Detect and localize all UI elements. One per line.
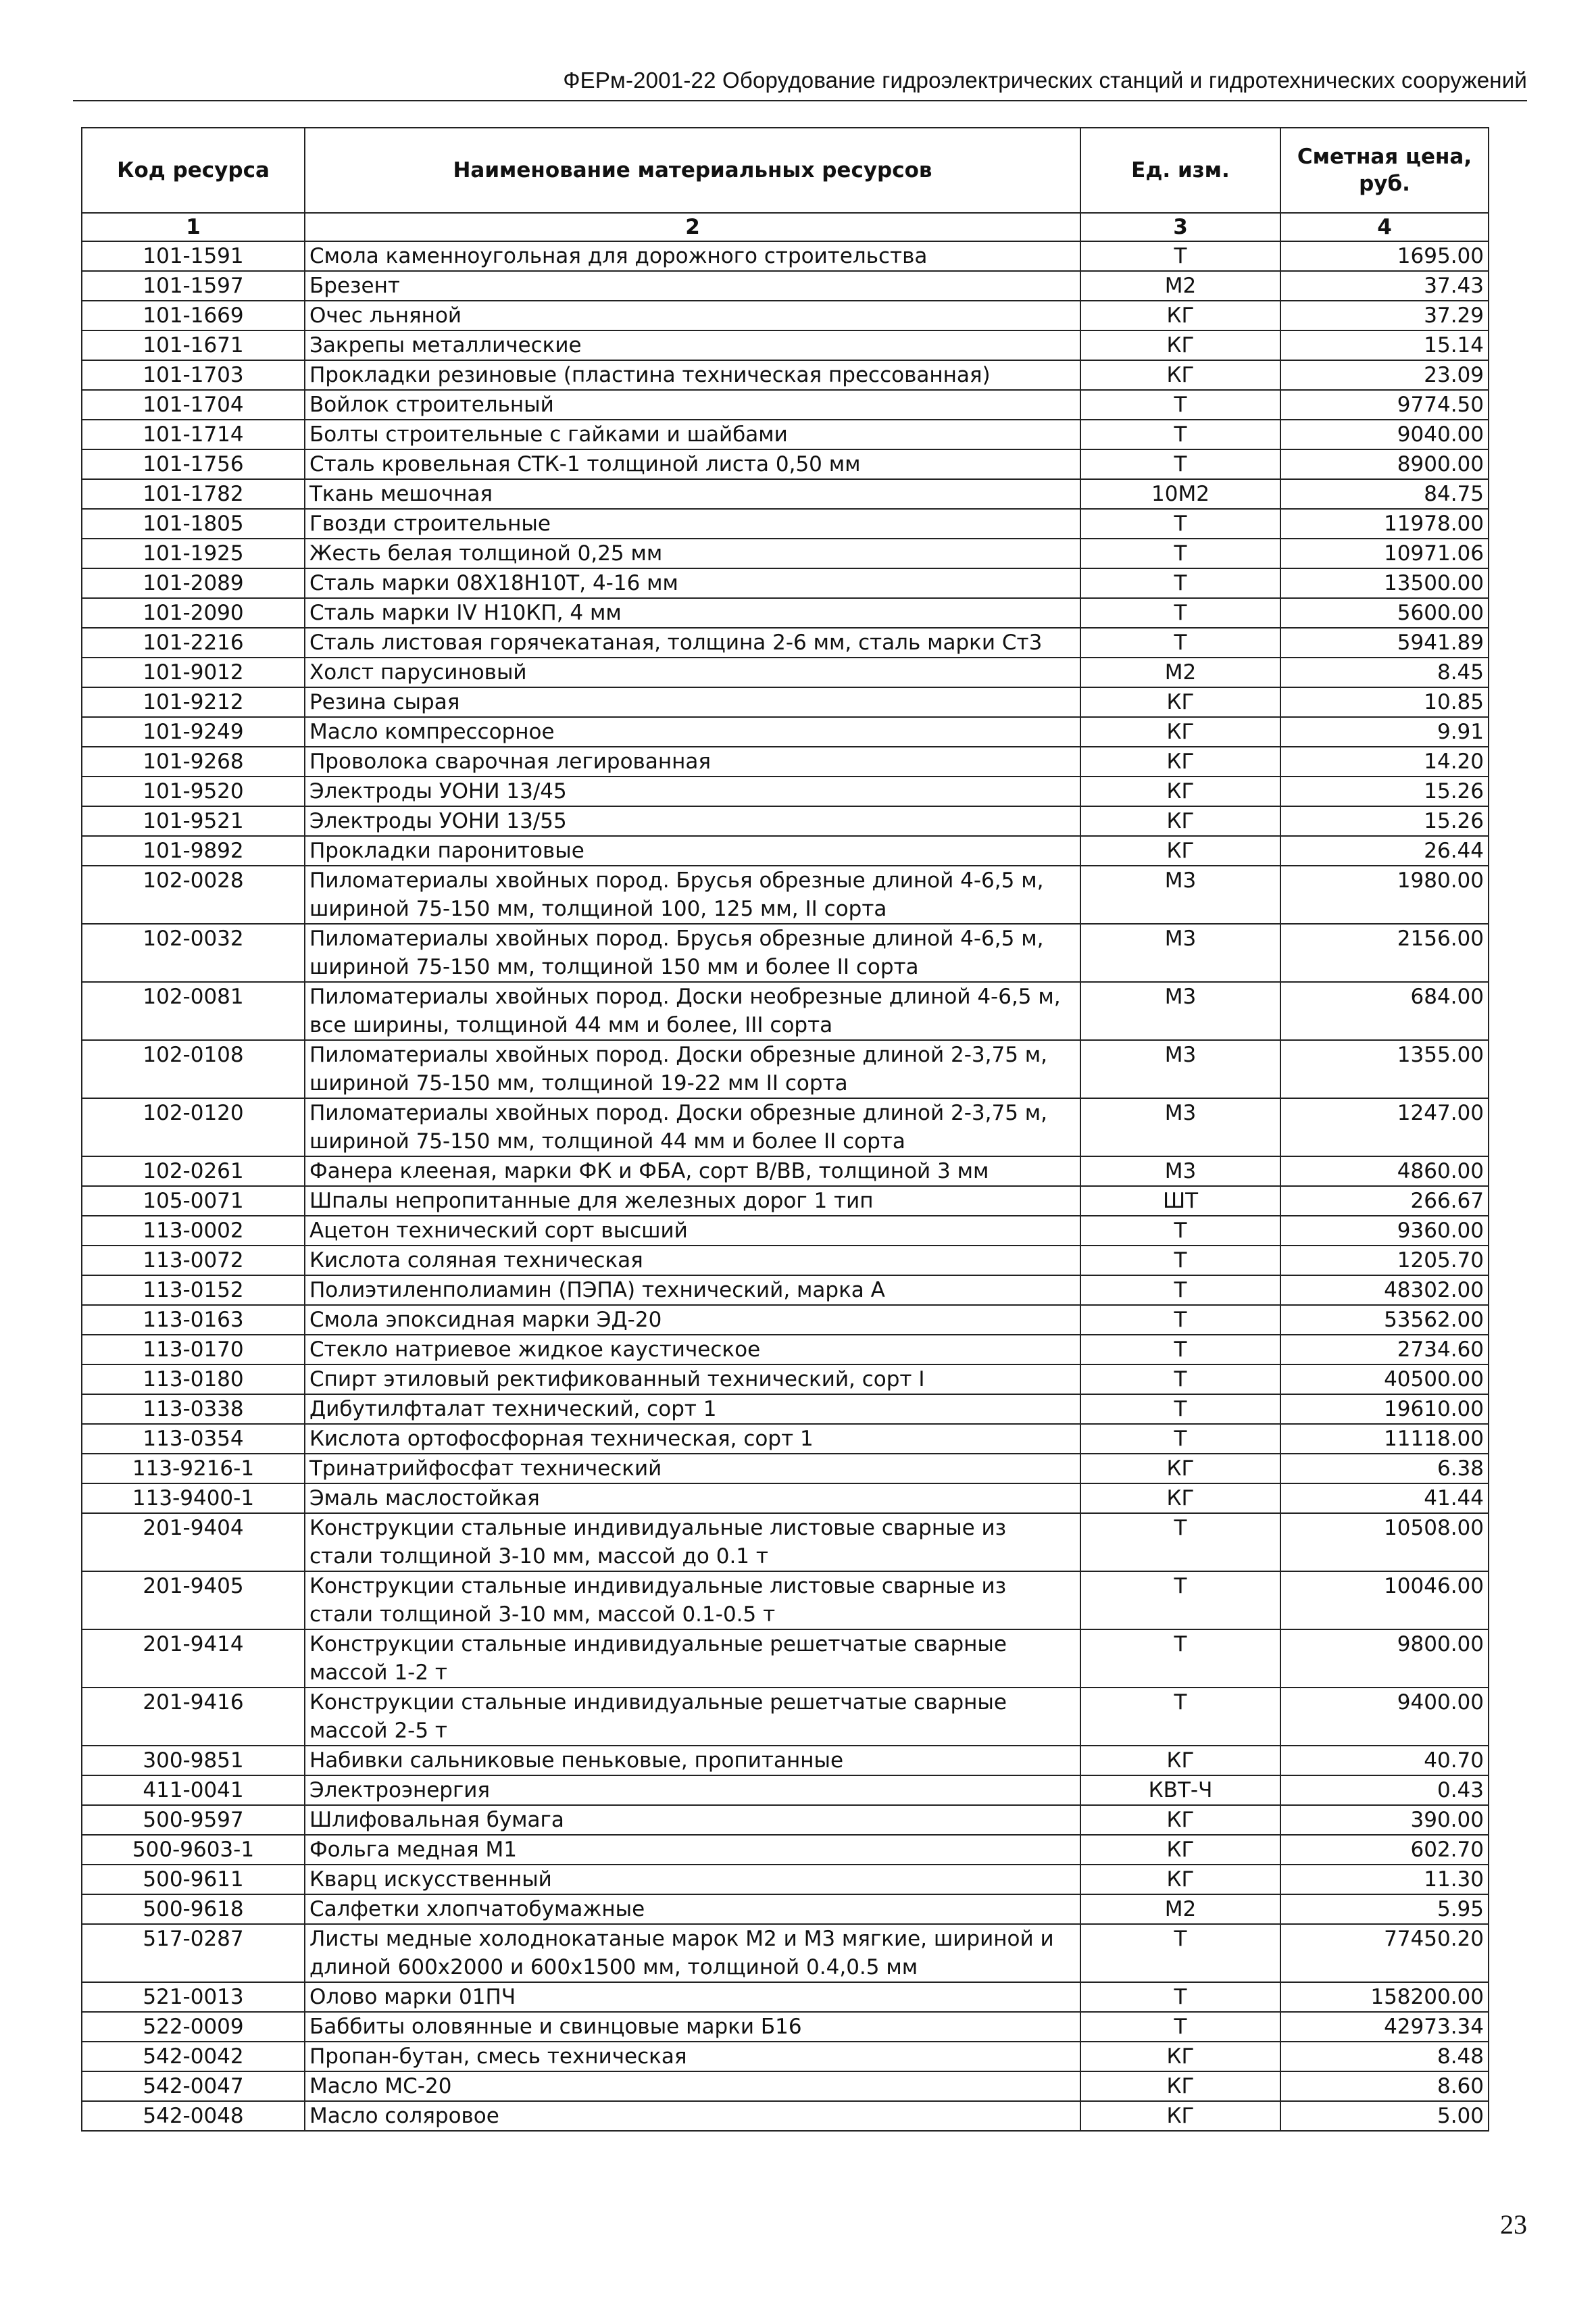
price-cell: 41.44 — [1280, 1483, 1489, 1513]
resource-name-cell: Сталь марки IV Н10КП, 4 мм — [305, 598, 1080, 628]
price-cell: 15.26 — [1280, 806, 1489, 836]
resource-name-cell: Сталь кровельная СТК-1 толщиной листа 0,50 мм — [305, 449, 1080, 479]
unit-cell: КГ — [1080, 2101, 1280, 2131]
price-cell: 1980.00 — [1280, 866, 1489, 924]
price-cell: 53562.00 — [1280, 1305, 1489, 1335]
unit-cell: Т — [1080, 539, 1280, 568]
price-cell: 5.95 — [1280, 1894, 1489, 1924]
resource-name-cell: Холст парусиновый — [305, 658, 1080, 687]
unit-cell: КГ — [1080, 1865, 1280, 1894]
table-row — [82, 360, 1489, 390]
table-row — [82, 1894, 1489, 1924]
price-cell: 0.43 — [1280, 1775, 1489, 1805]
unit-cell: М3 — [1080, 1040, 1280, 1098]
resource-name-cell: Смола эпоксидная марки ЭД-20 — [305, 1305, 1080, 1335]
resource-code-cell: 105-0071 — [82, 1186, 305, 1216]
resource-code-cell: 500-9611 — [82, 1865, 305, 1894]
resource-code-cell: 101-1669 — [82, 301, 305, 330]
resource-name-cell: Пиломатериалы хвойных пород. Доски обрезные длиной 2-3,75 м, шириной 75-150 мм, толщиной 44 мм и более II сорта — [305, 1098, 1080, 1156]
resource-code-cell: 101-1782 — [82, 479, 305, 509]
unit-cell: Т — [1080, 241, 1280, 271]
table-row — [82, 747, 1489, 777]
resource-code-cell: 101-1805 — [82, 509, 305, 539]
resource-name-cell: Эмаль маслостойкая — [305, 1483, 1080, 1513]
unit-cell: КГ — [1080, 2071, 1280, 2101]
unit-cell: 10М2 — [1080, 479, 1280, 509]
price-cell: 13500.00 — [1280, 568, 1489, 598]
table-row — [82, 1335, 1489, 1364]
resource-name-cell: Фанера клееная, марки ФК и ФБА, сорт В/ВВ, толщиной 3 мм — [305, 1156, 1080, 1186]
resource-name-cell: Стекло натриевое жидкое каустическое — [305, 1335, 1080, 1364]
resource-name-cell: Пиломатериалы хвойных пород. Брусья обрезные длиной 4-6,5 м, шириной 75-150 мм, толщиной 150 мм и более II сорта — [305, 924, 1080, 982]
price-cell: 84.75 — [1280, 479, 1489, 509]
resource-name-cell: Полиэтиленполиамин (ПЭПА) технический, марка А — [305, 1275, 1080, 1305]
table-row — [82, 1865, 1489, 1894]
page-number: 23 — [1500, 2209, 1527, 2240]
resource-name-cell: Конструкции стальные индивидуальные листовые сварные из стали толщиной 3-10 мм, массой до 0.1 т — [305, 1513, 1080, 1571]
resource-code-cell: 201-9416 — [82, 1688, 305, 1746]
resource-name-cell: Пропан-бутан, смесь техническая — [305, 2042, 1080, 2071]
resource-name-cell: Баббиты оловянные и свинцовые марки Б16 — [305, 2012, 1080, 2042]
column-header-code: Код ресурса — [82, 128, 305, 213]
table-row — [82, 777, 1489, 806]
column-number-4: 4 — [1280, 213, 1489, 241]
resource-code-cell: 201-9404 — [82, 1513, 305, 1571]
resource-code-cell: 113-0002 — [82, 1216, 305, 1246]
price-cell: 9.91 — [1280, 717, 1489, 747]
price-cell: 1695.00 — [1280, 241, 1489, 271]
column-number-1: 1 — [82, 213, 305, 241]
price-cell: 8.45 — [1280, 658, 1489, 687]
unit-cell: КГ — [1080, 777, 1280, 806]
resource-code-cell: 102-0081 — [82, 982, 305, 1040]
unit-cell: КГ — [1080, 1454, 1280, 1483]
price-cell: 1355.00 — [1280, 1040, 1489, 1098]
resource-name-cell: Пиломатериалы хвойных пород. Доски обрезные длиной 2-3,75 м, шириной 75-150 мм, толщиной 19-22 мм II сорта — [305, 1040, 1080, 1098]
column-number-row — [82, 213, 1489, 241]
unit-cell: Т — [1080, 1216, 1280, 1246]
unit-cell: Т — [1080, 390, 1280, 420]
resource-code-cell: 113-9400-1 — [82, 1483, 305, 1513]
unit-cell: М3 — [1080, 1156, 1280, 1186]
table-row — [82, 866, 1489, 924]
unit-cell: Т — [1080, 449, 1280, 479]
table-row — [82, 1040, 1489, 1098]
unit-cell: Т — [1080, 1924, 1280, 1982]
table-row — [82, 479, 1489, 509]
unit-cell: М2 — [1080, 271, 1280, 301]
unit-cell: Т — [1080, 1335, 1280, 1364]
table-row — [82, 1629, 1489, 1688]
resource-code-cell: 101-1704 — [82, 390, 305, 420]
price-cell: 37.29 — [1280, 301, 1489, 330]
table-row — [82, 924, 1489, 982]
resource-name-cell: Гвозди строительные — [305, 509, 1080, 539]
resource-name-cell: Дибутилфталат технический, сорт 1 — [305, 1394, 1080, 1424]
unit-cell: КГ — [1080, 301, 1280, 330]
resource-name-cell: Конструкции стальные индивидуальные решетчатые сварные массой 2-5 т — [305, 1688, 1080, 1746]
resources-table — [81, 127, 1489, 2132]
price-cell: 1247.00 — [1280, 1098, 1489, 1156]
unit-cell: Т — [1080, 1305, 1280, 1335]
price-cell: 9040.00 — [1280, 420, 1489, 449]
price-cell: 5941.89 — [1280, 628, 1489, 658]
resource-code-cell: 101-9012 — [82, 658, 305, 687]
resource-name-cell: Шлифовальная бумага — [305, 1805, 1080, 1835]
table-row — [82, 1571, 1489, 1629]
column-header-name: Наименование материальных ресурсов — [305, 128, 1080, 213]
price-cell: 266.67 — [1280, 1186, 1489, 1216]
table-row — [82, 449, 1489, 479]
resource-name-cell: Смола каменноугольная для дорожного строительства — [305, 241, 1080, 271]
unit-cell: КВТ-Ч — [1080, 1775, 1280, 1805]
column-header-price: Сметная цена, руб. — [1280, 128, 1489, 213]
unit-cell: КГ — [1080, 1746, 1280, 1775]
resource-code-cell: 101-9521 — [82, 806, 305, 836]
unit-cell: КГ — [1080, 1483, 1280, 1513]
resource-code-cell: 113-0180 — [82, 1364, 305, 1394]
resource-code-cell: 500-9618 — [82, 1894, 305, 1924]
resource-code-cell: 102-0108 — [82, 1040, 305, 1098]
resource-name-cell: Тринатрийфосфат технический — [305, 1454, 1080, 1483]
table-row — [82, 836, 1489, 866]
resource-name-cell: Брезент — [305, 271, 1080, 301]
price-cell: 11.30 — [1280, 1865, 1489, 1894]
unit-cell: М3 — [1080, 1098, 1280, 1156]
resource-code-cell: 113-0152 — [82, 1275, 305, 1305]
table-row — [82, 717, 1489, 747]
resource-code-cell: 101-9212 — [82, 687, 305, 717]
price-cell: 10508.00 — [1280, 1513, 1489, 1571]
resource-name-cell: Масло МС-20 — [305, 2071, 1080, 2101]
resource-name-cell: Электроды УОНИ 13/55 — [305, 806, 1080, 836]
resource-name-cell: Прокладки паронитовые — [305, 836, 1080, 866]
price-cell: 158200.00 — [1280, 1982, 1489, 2012]
resource-code-cell: 101-1671 — [82, 330, 305, 360]
price-cell: 10046.00 — [1280, 1571, 1489, 1629]
table-row — [82, 1982, 1489, 2012]
price-cell: 9360.00 — [1280, 1216, 1489, 1246]
table-row — [82, 2071, 1489, 2101]
price-cell: 1205.70 — [1280, 1246, 1489, 1275]
resource-name-cell: Электроды УОНИ 13/45 — [305, 777, 1080, 806]
table-row — [82, 658, 1489, 687]
price-cell: 9400.00 — [1280, 1688, 1489, 1746]
table-row — [82, 598, 1489, 628]
price-cell: 8.48 — [1280, 2042, 1489, 2071]
price-cell: 2734.60 — [1280, 1335, 1489, 1364]
unit-cell: М2 — [1080, 658, 1280, 687]
unit-cell: Т — [1080, 598, 1280, 628]
unit-cell: Т — [1080, 2012, 1280, 2042]
table-row — [82, 2042, 1489, 2071]
table-row — [82, 1246, 1489, 1275]
table-row — [82, 330, 1489, 360]
resource-name-cell: Кварц искусственный — [305, 1865, 1080, 1894]
table-row — [82, 1454, 1489, 1483]
resource-name-cell: Спирт этиловый ректификованный технический, сорт I — [305, 1364, 1080, 1394]
resource-code-cell: 113-0354 — [82, 1424, 305, 1454]
resource-name-cell: Болты строительные с гайками и шайбами — [305, 420, 1080, 449]
table-row — [82, 241, 1489, 271]
resource-code-cell: 102-0028 — [82, 866, 305, 924]
price-cell: 9800.00 — [1280, 1629, 1489, 1688]
price-cell: 602.70 — [1280, 1835, 1489, 1865]
table-row — [82, 1835, 1489, 1865]
price-cell: 4860.00 — [1280, 1156, 1489, 1186]
resource-name-cell: Олово марки 01ПЧ — [305, 1982, 1080, 2012]
unit-cell: КГ — [1080, 717, 1280, 747]
resource-code-cell: 113-9216-1 — [82, 1454, 305, 1483]
resource-code-cell: 101-9268 — [82, 747, 305, 777]
unit-cell: ШТ — [1080, 1186, 1280, 1216]
unit-cell: Т — [1080, 628, 1280, 658]
price-cell: 26.44 — [1280, 836, 1489, 866]
resource-code-cell: 101-1925 — [82, 539, 305, 568]
table-row — [82, 1775, 1489, 1805]
unit-cell: Т — [1080, 1246, 1280, 1275]
resource-name-cell: Конструкции стальные индивидуальные листовые сварные из стали толщиной 3-10 мм, массой 0.1-0.5 т — [305, 1571, 1080, 1629]
table-row — [82, 1098, 1489, 1156]
table-row — [82, 1424, 1489, 1454]
unit-cell: КГ — [1080, 360, 1280, 390]
table-row — [82, 1924, 1489, 1982]
unit-cell: КГ — [1080, 1805, 1280, 1835]
unit-cell: Т — [1080, 1394, 1280, 1424]
unit-cell: Т — [1080, 1364, 1280, 1394]
resource-code-cell: 542-0042 — [82, 2042, 305, 2071]
price-cell: 684.00 — [1280, 982, 1489, 1040]
resource-code-cell: 500-9597 — [82, 1805, 305, 1835]
table-row — [82, 1156, 1489, 1186]
resource-name-cell: Сталь листовая горячекатаная, толщина 2-6 мм, сталь марки Ст3 — [305, 628, 1080, 658]
unit-cell: М2 — [1080, 1894, 1280, 1924]
resource-code-cell: 300-9851 — [82, 1746, 305, 1775]
price-cell: 77450.20 — [1280, 1924, 1489, 1982]
column-number-2: 2 — [305, 213, 1080, 241]
column-number-3: 3 — [1080, 213, 1280, 241]
resource-name-cell: Фольга медная М1 — [305, 1835, 1080, 1865]
table-header-row — [82, 128, 1489, 213]
price-cell: 14.20 — [1280, 747, 1489, 777]
price-cell: 8900.00 — [1280, 449, 1489, 479]
unit-cell: Т — [1080, 509, 1280, 539]
resource-name-cell: Листы медные холоднокатаные марок М2 и М3 мягкие, шириной и длиной 600x2000 и 600x1500 мм, толщиной 0.4,0.5 мм — [305, 1924, 1080, 1982]
unit-cell: Т — [1080, 1688, 1280, 1746]
table-row — [82, 271, 1489, 301]
table-row — [82, 1216, 1489, 1246]
price-cell: 9774.50 — [1280, 390, 1489, 420]
table-row — [82, 1688, 1489, 1746]
resource-name-cell: Сталь марки 08Х18Н10Т, 4-16 мм — [305, 568, 1080, 598]
price-cell: 10.85 — [1280, 687, 1489, 717]
unit-cell: КГ — [1080, 330, 1280, 360]
unit-cell: Т — [1080, 1424, 1280, 1454]
resource-name-cell: Конструкции стальные индивидуальные решетчатые сварные массой 1-2 т — [305, 1629, 1080, 1688]
resource-code-cell: 101-9520 — [82, 777, 305, 806]
unit-cell: Т — [1080, 1513, 1280, 1571]
price-cell: 15.14 — [1280, 330, 1489, 360]
table-row — [82, 628, 1489, 658]
table-row — [82, 1394, 1489, 1424]
price-cell: 37.43 — [1280, 271, 1489, 301]
table-row — [82, 1275, 1489, 1305]
price-cell: 23.09 — [1280, 360, 1489, 390]
table-row — [82, 301, 1489, 330]
resource-code-cell: 101-9249 — [82, 717, 305, 747]
table-row — [82, 1305, 1489, 1335]
unit-cell: М3 — [1080, 866, 1280, 924]
resource-name-cell: Проволока сварочная легированная — [305, 747, 1080, 777]
resource-code-cell: 411-0041 — [82, 1775, 305, 1805]
resource-name-cell: Пиломатериалы хвойных пород. Доски необрезные длиной 4-6,5 м, все ширины, толщиной 44 мм и более, III сорта — [305, 982, 1080, 1040]
resource-name-cell: Очес льняной — [305, 301, 1080, 330]
resource-name-cell: Закрепы металлические — [305, 330, 1080, 360]
unit-cell: КГ — [1080, 747, 1280, 777]
unit-cell: КГ — [1080, 806, 1280, 836]
unit-cell: КГ — [1080, 687, 1280, 717]
resource-code-cell: 201-9405 — [82, 1571, 305, 1629]
resource-name-cell: Масло компрессорное — [305, 717, 1080, 747]
resource-code-cell: 201-9414 — [82, 1629, 305, 1688]
resource-name-cell: Жесть белая толщиной 0,25 мм — [305, 539, 1080, 568]
resource-code-cell: 101-1591 — [82, 241, 305, 271]
resource-code-cell: 500-9603-1 — [82, 1835, 305, 1865]
resource-name-cell: Шпалы непропитанные для железных дорог 1 тип — [305, 1186, 1080, 1216]
resource-code-cell: 521-0013 — [82, 1982, 305, 2012]
price-cell: 8.60 — [1280, 2071, 1489, 2101]
resource-code-cell: 517-0287 — [82, 1924, 305, 1982]
resource-code-cell: 522-0009 — [82, 2012, 305, 2042]
price-cell: 42973.34 — [1280, 2012, 1489, 2042]
header-rule — [73, 100, 1527, 101]
price-cell: 11118.00 — [1280, 1424, 1489, 1454]
resource-code-cell: 542-0048 — [82, 2101, 305, 2131]
column-header-unit: Ед. изм. — [1080, 128, 1280, 213]
unit-cell: Т — [1080, 568, 1280, 598]
resource-code-cell: 102-0120 — [82, 1098, 305, 1156]
resource-code-cell: 101-1703 — [82, 360, 305, 390]
table-row — [82, 806, 1489, 836]
resource-name-cell: Пиломатериалы хвойных пород. Брусья обрезные длиной 4-6,5 м, шириной 75-150 мм, толщиной 100, 125 мм, II сорта — [305, 866, 1080, 924]
table-row — [82, 509, 1489, 539]
table-row — [82, 1364, 1489, 1394]
unit-cell: Т — [1080, 1982, 1280, 2012]
resource-name-cell: Набивки сальниковые пеньковые, пропитанные — [305, 1746, 1080, 1775]
price-cell: 5.00 — [1280, 2101, 1489, 2131]
price-cell: 19610.00 — [1280, 1394, 1489, 1424]
price-cell: 11978.00 — [1280, 509, 1489, 539]
table-row — [82, 982, 1489, 1040]
price-cell: 40.70 — [1280, 1746, 1489, 1775]
resource-code-cell: 102-0261 — [82, 1156, 305, 1186]
unit-cell: КГ — [1080, 2042, 1280, 2071]
unit-cell: М3 — [1080, 924, 1280, 982]
table-row — [82, 1805, 1489, 1835]
resource-code-cell: 101-1597 — [82, 271, 305, 301]
resource-name-cell: Резина сырая — [305, 687, 1080, 717]
table-row — [82, 687, 1489, 717]
price-cell: 2156.00 — [1280, 924, 1489, 982]
resource-name-cell: Кислота соляная техническая — [305, 1246, 1080, 1275]
table-row — [82, 1186, 1489, 1216]
unit-cell: М3 — [1080, 982, 1280, 1040]
table-row — [82, 1513, 1489, 1571]
price-cell: 6.38 — [1280, 1454, 1489, 1483]
price-cell: 48302.00 — [1280, 1275, 1489, 1305]
resource-name-cell: Электроэнергия — [305, 1775, 1080, 1805]
table-row — [82, 390, 1489, 420]
resource-code-cell: 101-9892 — [82, 836, 305, 866]
resource-code-cell: 113-0163 — [82, 1305, 305, 1335]
resource-code-cell: 101-2089 — [82, 568, 305, 598]
price-cell: 15.26 — [1280, 777, 1489, 806]
price-cell: 40500.00 — [1280, 1364, 1489, 1394]
unit-cell: Т — [1080, 1571, 1280, 1629]
resource-code-cell: 113-0170 — [82, 1335, 305, 1364]
unit-cell: Т — [1080, 1629, 1280, 1688]
resource-name-cell: Масло соляровое — [305, 2101, 1080, 2131]
price-cell: 5600.00 — [1280, 598, 1489, 628]
table-row — [82, 568, 1489, 598]
resource-name-cell: Ткань мешочная — [305, 479, 1080, 509]
resource-code-cell: 113-0072 — [82, 1246, 305, 1275]
resource-code-cell: 101-2090 — [82, 598, 305, 628]
resource-name-cell: Войлок строительный — [305, 390, 1080, 420]
unit-cell: КГ — [1080, 1835, 1280, 1865]
resource-name-cell: Прокладки резиновые (пластина техническая прессованная) — [305, 360, 1080, 390]
resource-code-cell: 113-0338 — [82, 1394, 305, 1424]
resource-code-cell: 101-2216 — [82, 628, 305, 658]
table-row — [82, 539, 1489, 568]
resource-code-cell: 101-1756 — [82, 449, 305, 479]
table-row — [82, 420, 1489, 449]
table-row — [82, 2012, 1489, 2042]
price-cell: 390.00 — [1280, 1805, 1489, 1835]
resource-code-cell: 101-1714 — [82, 420, 305, 449]
unit-cell: КГ — [1080, 836, 1280, 866]
price-cell: 10971.06 — [1280, 539, 1489, 568]
table-body — [82, 241, 1489, 2131]
resource-name-cell: Ацетон технический сорт высший — [305, 1216, 1080, 1246]
resource-name-cell: Салфетки хлопчатобумажные — [305, 1894, 1080, 1924]
resource-code-cell: 542-0047 — [82, 2071, 305, 2101]
resource-name-cell: Кислота ортофосфорная техническая, сорт 1 — [305, 1424, 1080, 1454]
running-header-title: ФЕРм-2001-22 Оборудование гидроэлектрических станций и гидротехнических сооружений — [563, 68, 1527, 93]
resource-code-cell: 102-0032 — [82, 924, 305, 982]
unit-cell: Т — [1080, 420, 1280, 449]
table-row — [82, 1746, 1489, 1775]
table-row — [82, 1483, 1489, 1513]
unit-cell: Т — [1080, 1275, 1280, 1305]
table-row — [82, 2101, 1489, 2131]
